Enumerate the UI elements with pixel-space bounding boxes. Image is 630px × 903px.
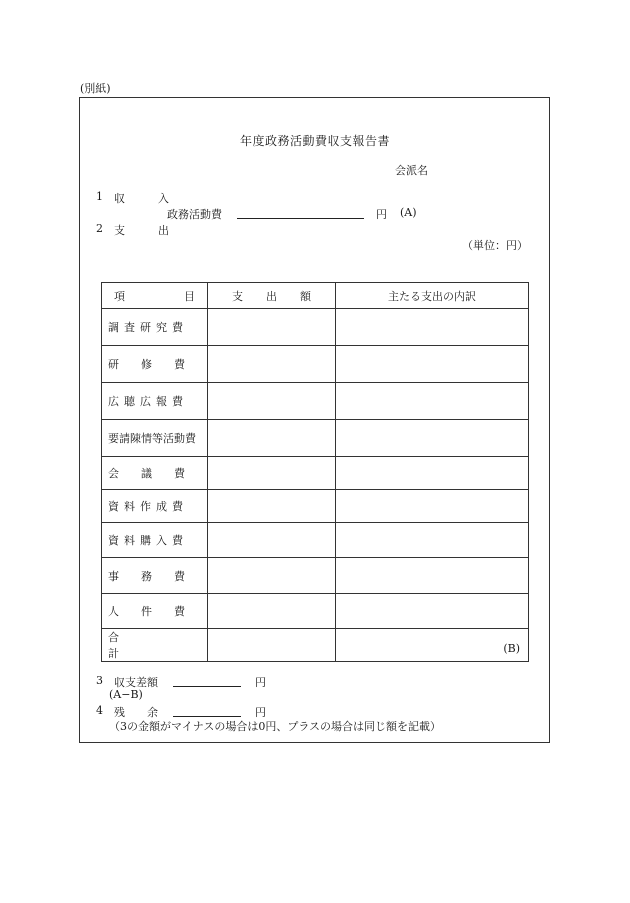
amount-cell[interactable] (208, 457, 336, 490)
report-title: 年度政務活動費収支報告書 (239, 134, 390, 148)
header-item: 項 目 (102, 283, 208, 309)
row-label: 資料作成費 (102, 490, 208, 523)
income-amount-line[interactable] (237, 218, 364, 219)
total-row (102, 629, 529, 662)
table-row (102, 523, 529, 558)
table-row (102, 346, 529, 383)
annex-label: (別紙) (80, 82, 111, 95)
remainder-amount-line[interactable] (173, 716, 241, 717)
expenditure-heading: 支 出 (114, 224, 169, 237)
amount-cell[interactable] (208, 383, 336, 420)
row-label: 要請陳情等活動費 (102, 420, 208, 457)
amount-cell[interactable] (208, 594, 336, 629)
row-label: 事務費 (102, 558, 208, 594)
table-header-row (102, 283, 529, 309)
balance-formula: (A−B) (109, 688, 143, 701)
amount-cell[interactable] (208, 309, 336, 346)
remainder-note: （3の金額がマイナスの場合は0円、プラスの場合は同じ額を記載） (109, 720, 442, 733)
amount-cell[interactable] (208, 346, 336, 383)
header-amount: 支 出 額 (208, 283, 336, 309)
details-cell[interactable] (336, 309, 529, 346)
expenditure-number: 2 (96, 222, 103, 235)
remainder-unit: 円 (255, 706, 266, 719)
income-unit: 円 (376, 208, 387, 221)
details-cell[interactable] (336, 383, 529, 420)
balance-amount-line[interactable] (173, 686, 241, 687)
details-cell[interactable] (336, 558, 529, 594)
details-cell[interactable] (336, 420, 529, 457)
details-cell[interactable] (336, 594, 529, 629)
table-row (102, 594, 529, 629)
amount-cell[interactable] (208, 490, 336, 523)
table-row (102, 383, 529, 420)
unit-note: （単位：円） (462, 239, 528, 252)
amount-cell[interactable] (208, 523, 336, 558)
balance-unit: 円 (255, 676, 266, 689)
total-label: 合計 (102, 629, 208, 662)
header-details: 主たる支出の内訳 (336, 283, 529, 309)
income-heading: 収 入 (114, 192, 169, 205)
row-label: 広聴広報費 (102, 383, 208, 420)
amount-cell[interactable] (208, 420, 336, 457)
income-number: 1 (96, 190, 103, 203)
table-row (102, 457, 529, 490)
row-label: 会議費 (102, 457, 208, 490)
table-row (102, 309, 529, 346)
table-row (102, 490, 529, 523)
details-cell[interactable] (336, 346, 529, 383)
details-cell[interactable] (336, 490, 529, 523)
balance-label: 収支差額 (114, 676, 158, 689)
table-row (102, 420, 529, 457)
details-cell[interactable] (336, 523, 529, 558)
remainder-label: 残 余 (114, 706, 158, 719)
remainder-number: 4 (96, 704, 103, 717)
expenditure-table (101, 282, 529, 662)
total-mark: (B) (336, 629, 529, 662)
row-label: 資料購入費 (102, 523, 208, 558)
amount-cell[interactable] (208, 558, 336, 594)
income-mark: (A) (400, 206, 417, 219)
row-label: 調査研究費 (102, 309, 208, 346)
details-cell[interactable] (336, 457, 529, 490)
total-amount-cell[interactable] (208, 629, 336, 662)
faction-name-label: 会派名 (395, 164, 428, 177)
balance-number: 3 (96, 674, 103, 687)
income-item-label: 政務活動費 (167, 208, 222, 221)
table-row (102, 558, 529, 594)
row-label: 人件費 (102, 594, 208, 629)
row-label: 研修費 (102, 346, 208, 383)
